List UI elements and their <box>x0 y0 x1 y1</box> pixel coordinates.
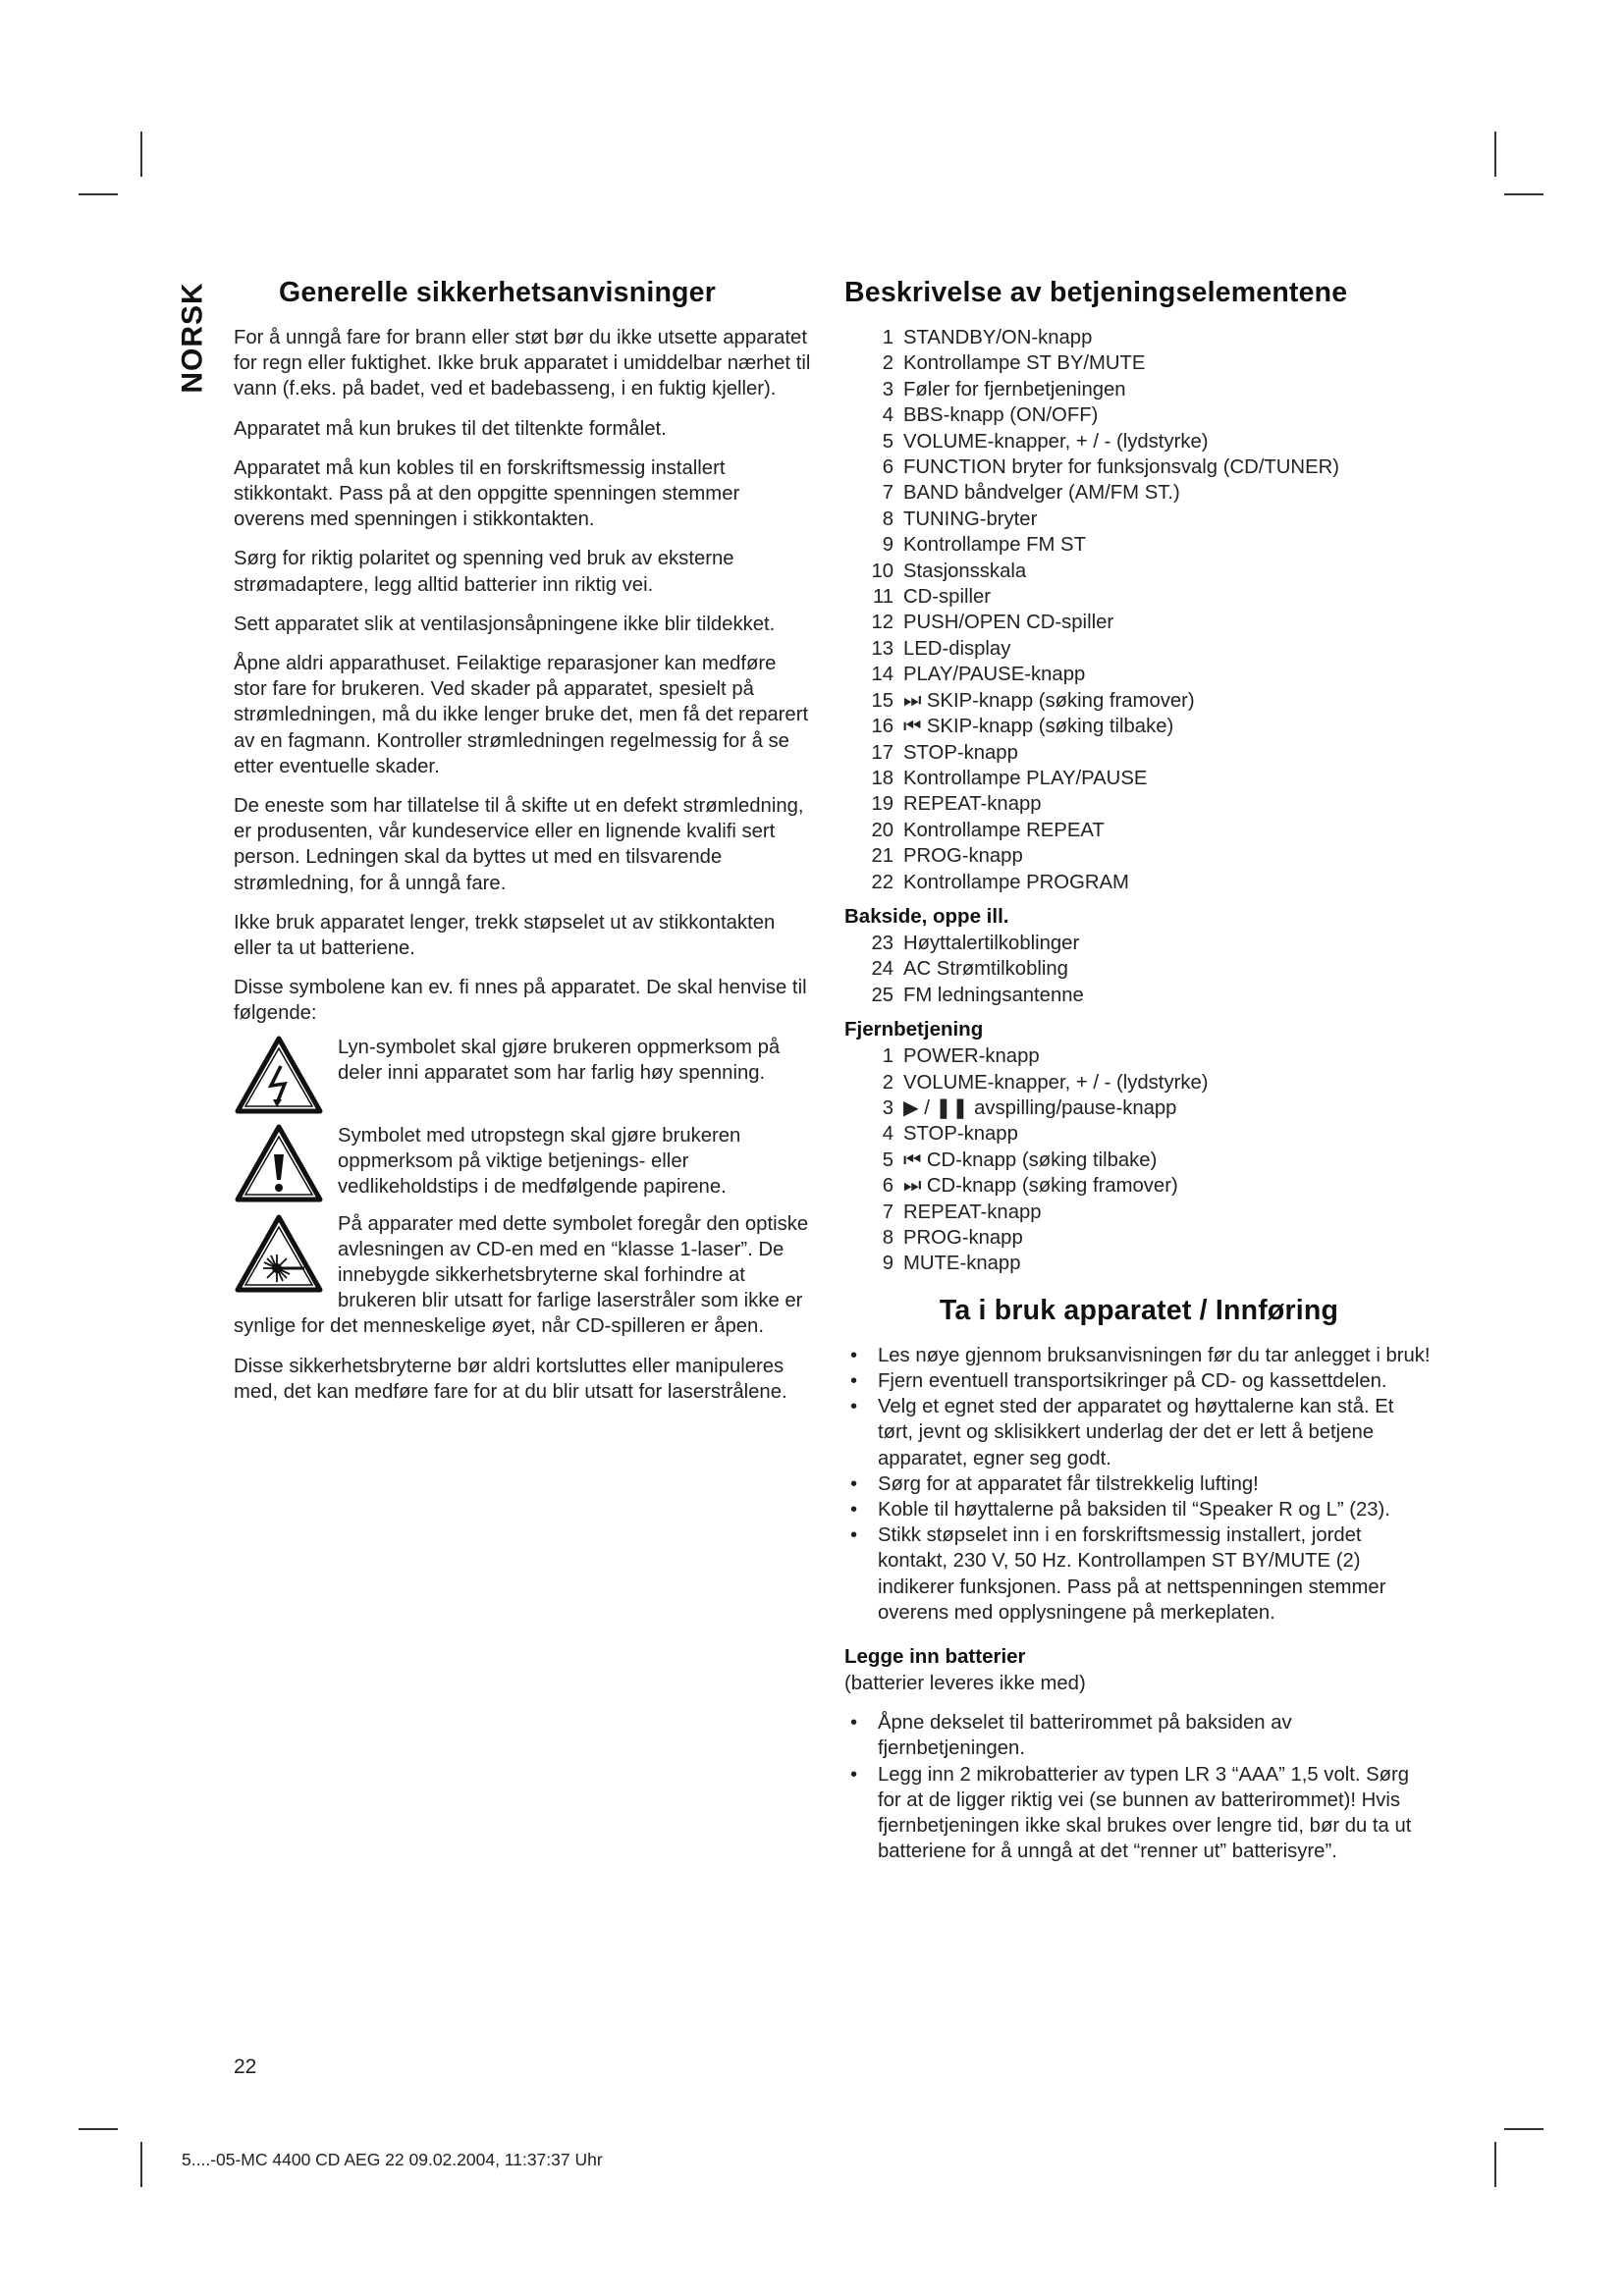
control-item-number: 9 <box>882 534 893 557</box>
intro-list <box>844 1343 1434 1626</box>
remote-item-number: 8 <box>882 1227 893 1249</box>
control-item-text: Kontrollampe REPEAT <box>903 819 1105 841</box>
control-item-number: 17 <box>871 741 893 764</box>
remote-item <box>860 1148 1434 1173</box>
remote-item <box>860 1121 1434 1147</box>
control-item-number: 5 <box>882 430 893 453</box>
remote-item <box>860 1173 1434 1199</box>
control-item <box>860 402 1434 428</box>
crop-mark <box>1504 193 1543 195</box>
remote-item-number: 7 <box>882 1201 893 1223</box>
control-item-number: 2 <box>882 352 893 375</box>
control-item-text: Kontrollampe PLAY/PAUSE <box>903 767 1148 789</box>
control-item-number: 4 <box>882 404 893 427</box>
remote-item <box>860 1070 1434 1095</box>
remote-heading: Fjernbetjening <box>844 1018 984 1041</box>
safety-section <box>234 277 813 1418</box>
lightning-symbol-text: Lyn-symbolet skal gjøre brukeren oppmerksom på deler inni apparatet som har farlig høy spenning. <box>338 1036 781 1084</box>
control-item <box>860 584 1434 610</box>
control-item <box>860 791 1434 817</box>
control-item-number: 12 <box>871 612 893 634</box>
remote-item-number: 4 <box>882 1123 893 1146</box>
control-item-text: BAND båndvelger (AM/FM ST.) <box>903 482 1180 505</box>
lightning-warning-icon <box>234 1035 324 1115</box>
laser-symbol-text: På apparater med dette symbolet foregår den optiske avlesningen av CD-en med en “klasse 1-laser”. De innebygde sikkerhetsbryterne skal forhindre at brukeren blir utsatt for farlige laserstråler som ikke er synlige for det menneskelige øyet, når CD-spilleren er åpen. <box>234 1212 809 1338</box>
remote-item <box>860 1095 1434 1121</box>
control-item-text: CD-spiller <box>903 586 992 609</box>
print-footer: 5....-05-MC 4400 CD AEG 22 09.02.2004, 11:37:37 Uhr <box>182 2150 603 2169</box>
crop-mark <box>1494 2142 1496 2187</box>
control-item <box>860 610 1434 635</box>
control-item-number: 3 <box>882 378 893 400</box>
control-item-number: 14 <box>871 664 893 686</box>
control-item <box>860 843 1434 869</box>
remote-item-text: MUTE-knapp <box>903 1253 1021 1275</box>
rear-item-text: Høyttalertilkoblinger <box>903 932 1080 954</box>
remote-item-text: PROG-knapp <box>903 1227 1023 1249</box>
control-item-number: 22 <box>871 871 893 893</box>
rear-item <box>860 983 1434 1008</box>
control-item-text: REPEAT-knapp <box>903 793 1042 816</box>
safety-paragraph: Ikke bruk apparatet lenger, trekk støpselet ut av stikkontakten eller ta ut batteriene. <box>234 911 776 960</box>
control-item-text: Føler for fjernbetjeningen <box>903 378 1126 400</box>
control-item-text: Kontrollampe FM ST <box>903 534 1086 557</box>
control-item <box>860 688 1434 714</box>
control-item-text: BBS-knapp (ON/OFF) <box>903 404 1099 427</box>
control-item <box>860 377 1434 402</box>
control-item <box>860 350 1434 376</box>
remote-item-number: 6 <box>882 1175 893 1198</box>
battery-note: (batterier leveres ikke med) <box>844 1673 1086 1695</box>
rear-item-number: 25 <box>871 984 893 1006</box>
controls-list <box>844 325 1434 895</box>
control-item <box>860 766 1434 791</box>
intro-bullet: • Sørg for at apparatet får tilstrekkelig lufting! <box>848 1471 1434 1497</box>
control-item-number: 15 <box>871 689 893 712</box>
safety-paragraph: Apparatet må kun brukes til det tiltenkte formålet. <box>234 417 667 440</box>
control-item <box>860 870 1434 895</box>
remote-item <box>860 1251 1434 1276</box>
safety-paragraph: Åpne aldri apparathuset. Feilaktige reparasjoner kan medføre stor fare for brukeren. Ved skader på apparatet, spesielt på strømledningen, må du ikke lenger bruke det, men få det reparert av en fagmann. Kontroller strømledningen regelmessig for å se etter eventuelle skader. <box>234 653 809 777</box>
control-item-number: 11 <box>872 586 893 609</box>
safety-paragraph: Sett apparatet slik at ventilasjonsåpningene ikke blir tildekket. <box>234 613 776 635</box>
control-item-number: 1 <box>882 327 893 348</box>
laser-warning-icon <box>234 1213 324 1294</box>
controls-heading: Beskrivelse av betjeningselementene <box>844 277 1348 308</box>
intro-bullet: • Fjern eventuell transportsikringer på CD- og kassettdelen. <box>848 1368 1434 1394</box>
control-item <box>860 325 1434 350</box>
exclamation-warning-icon <box>234 1123 324 1203</box>
laser-symbol-note <box>234 1211 813 1340</box>
crop-mark <box>79 2128 118 2130</box>
control-item-text: TUNING-bryter <box>903 507 1038 530</box>
controls-section <box>844 277 1434 1878</box>
control-item <box>860 480 1434 506</box>
remote-item-text: ▶ / ❚❚ avspilling/pause-knapp <box>903 1096 1177 1119</box>
control-item-text: Kontrollampe PROGRAM <box>903 871 1129 893</box>
remote-item <box>860 1043 1434 1069</box>
crop-mark <box>1504 2128 1543 2130</box>
control-item-text: LED-display <box>903 637 1011 660</box>
language-tab <box>172 277 215 399</box>
crop-mark <box>140 2142 142 2187</box>
page-number: 22 <box>234 2056 257 2078</box>
control-item-number: 13 <box>871 637 893 660</box>
safety-paragraph: Disse symbolene kan ev. fi nnes på apparatet. De skal henvise til følgende: <box>234 977 807 1025</box>
safety-paragraph: De eneste som har tillatelse til å skifte ut en defekt strømledning, er produsenten, vår kundeservice eller en lignende kvalifi sert person. Ledningen skal da byttes ut med en tilsvarende strømledning, for å unngå fare. <box>234 795 804 894</box>
control-item-number: 6 <box>882 456 893 479</box>
battery-list <box>844 1710 1434 1864</box>
control-item-number: 8 <box>882 507 893 530</box>
safety-paragraph: For å unngå fare for brann eller støt bør du ikke utsette apparatet for regn eller fuktighet. Ikke bruk apparatet i umiddelbar nærhet til vann (f.eks. på badet, ved et badebasseng, i en fuktig kjeller). <box>234 327 811 400</box>
control-item-number: 10 <box>871 560 893 582</box>
remote-item <box>860 1225 1434 1251</box>
control-item <box>860 532 1434 558</box>
crop-mark <box>79 193 118 195</box>
remote-item-text: ⏮ CD-knapp (søking tilbake) <box>903 1148 1158 1171</box>
safety-closing: Disse sikkerhetsbryterne bør aldri kortsluttes eller manipuleres med, det kan medføre fare for at du blir utsatt for laserstrålene. <box>234 1355 787 1403</box>
remote-item-text: POWER-knapp <box>903 1045 1040 1068</box>
remote-item-number: 1 <box>882 1045 893 1068</box>
intro-bullet: • Velg et egnet sted der apparatet og høyttalerne kan stå. Et tørt, jevnt og sklisikkert underlag der det er lett å betjene apparatet, egner seg godt. <box>848 1394 1434 1471</box>
control-item <box>860 454 1434 480</box>
control-item-text: PLAY/PAUSE-knapp <box>903 664 1086 686</box>
control-item-text: STANDBY/ON-knapp <box>903 327 1093 348</box>
rear-item-text: FM ledningsantenne <box>903 984 1084 1006</box>
control-item-text: ⏭ SKIP-knapp (søking framover) <box>903 689 1195 712</box>
control-item <box>860 559 1434 584</box>
intro-heading: Ta i bruk apparatet / Innføring <box>939 1294 1339 1326</box>
control-item <box>860 429 1434 454</box>
control-item-number: 7 <box>882 482 893 505</box>
control-item-text: Stasjonsskala <box>903 560 1027 582</box>
control-item-text: Kontrollampe ST BY/MUTE <box>903 352 1146 375</box>
battery-heading: Legge inn batterier <box>844 1645 1026 1669</box>
remote-item <box>860 1200 1434 1225</box>
remote-item-text: REPEAT-knapp <box>903 1201 1042 1223</box>
safety-paragraph: Sørg for riktig polaritet og spenning ved bruk av eksterne strømadaptere, legg alltid batterier inn riktig vei. <box>234 548 734 596</box>
battery-bullet: • Åpne dekselet til batterirommet på baksiden av fjernbetjeningen. <box>848 1710 1434 1761</box>
control-item-text: VOLUME-knapper, + / - (lydstyrke) <box>903 430 1209 453</box>
control-item-number: 16 <box>871 716 893 738</box>
control-item-text: FUNCTION bryter for funksjonsvalg (CD/TUNER) <box>903 456 1339 479</box>
control-item-text: PUSH/OPEN CD-spiller <box>903 612 1114 634</box>
rear-item-number: 24 <box>871 958 893 981</box>
remote-item-number: 5 <box>882 1148 893 1171</box>
remote-list <box>844 1043 1434 1277</box>
control-item-number: 20 <box>871 819 893 841</box>
control-item <box>860 507 1434 532</box>
language-label: NORSK <box>177 282 209 394</box>
control-item <box>860 740 1434 766</box>
crop-mark <box>1494 132 1496 177</box>
remote-item-text: ⏭ CD-knapp (søking framover) <box>903 1175 1178 1198</box>
remote-item-number: 2 <box>882 1071 893 1094</box>
safety-paragraph: Apparatet må kun kobles til en forskriftsmessig installert stikkontakt. Pass på at den oppgitte spenningen stemmer overens med spenningen i stikkontakten. <box>234 456 740 531</box>
remote-item-number: 3 <box>882 1096 893 1119</box>
rear-list <box>844 931 1434 1008</box>
safety-heading: Generelle sikkerhetsanvisninger <box>279 277 716 308</box>
control-item <box>860 818 1434 843</box>
control-item-text: PROG-knapp <box>903 845 1023 868</box>
rear-item-text: AC Strømtilkobling <box>903 958 1068 981</box>
control-item-number: 19 <box>871 793 893 816</box>
exclamation-symbol-note <box>234 1123 813 1203</box>
rear-item <box>860 956 1434 982</box>
intro-bullet: • Koble til høyttalerne på baksiden til “Speaker R og L” (23). <box>848 1497 1434 1522</box>
control-item <box>860 662 1434 687</box>
intro-bullet: • Les nøye gjennom bruksanvisningen før du tar anlegget i bruk! <box>848 1343 1434 1368</box>
crop-mark <box>140 132 142 177</box>
exclamation-symbol-text: Symbolet med utropstegn skal gjøre brukeren oppmerksom på viktige betjenings- eller vedlikeholdstips i de medfølgende papirene. <box>338 1124 741 1199</box>
control-item-number: 21 <box>871 845 893 868</box>
rear-heading: Bakside, oppe ill. <box>844 904 1009 928</box>
battery-bullet: • Legg inn 2 mikrobatterier av typen LR 3 “AAA” 1,5 volt. Sørg for at de ligger riktig vei (se bunnen av batterirommet)! Hvis fjernbetjeningen ikke skal brukes over lengre tid, bør du ta ut batteriene for å unngå at det “renner ut” batterisyre”. <box>848 1762 1434 1865</box>
control-item-text: STOP-knapp <box>903 741 1018 764</box>
control-item <box>860 636 1434 662</box>
control-item-number: 18 <box>871 767 893 789</box>
lightning-symbol-note <box>234 1035 813 1115</box>
control-item-text: ⏮ SKIP-knapp (søking tilbake) <box>903 716 1174 738</box>
remote-item-number: 9 <box>882 1253 893 1275</box>
remote-item-text: STOP-knapp <box>903 1123 1018 1146</box>
control-item <box>860 714 1434 739</box>
intro-bullet: • Stikk støpselet inn i en forskriftsmessig installert, jordet kontakt, 230 V, 50 Hz. Kontrollampen ST BY/MUTE (2) indikerer funksjonen. Pass på at nettspenningen stemmer overens med opplysningene på merkeplaten. <box>848 1522 1434 1626</box>
rear-item <box>860 931 1434 956</box>
rear-item-number: 23 <box>871 932 893 954</box>
remote-item-text: VOLUME-knapper, + / - (lydstyrke) <box>903 1071 1209 1094</box>
